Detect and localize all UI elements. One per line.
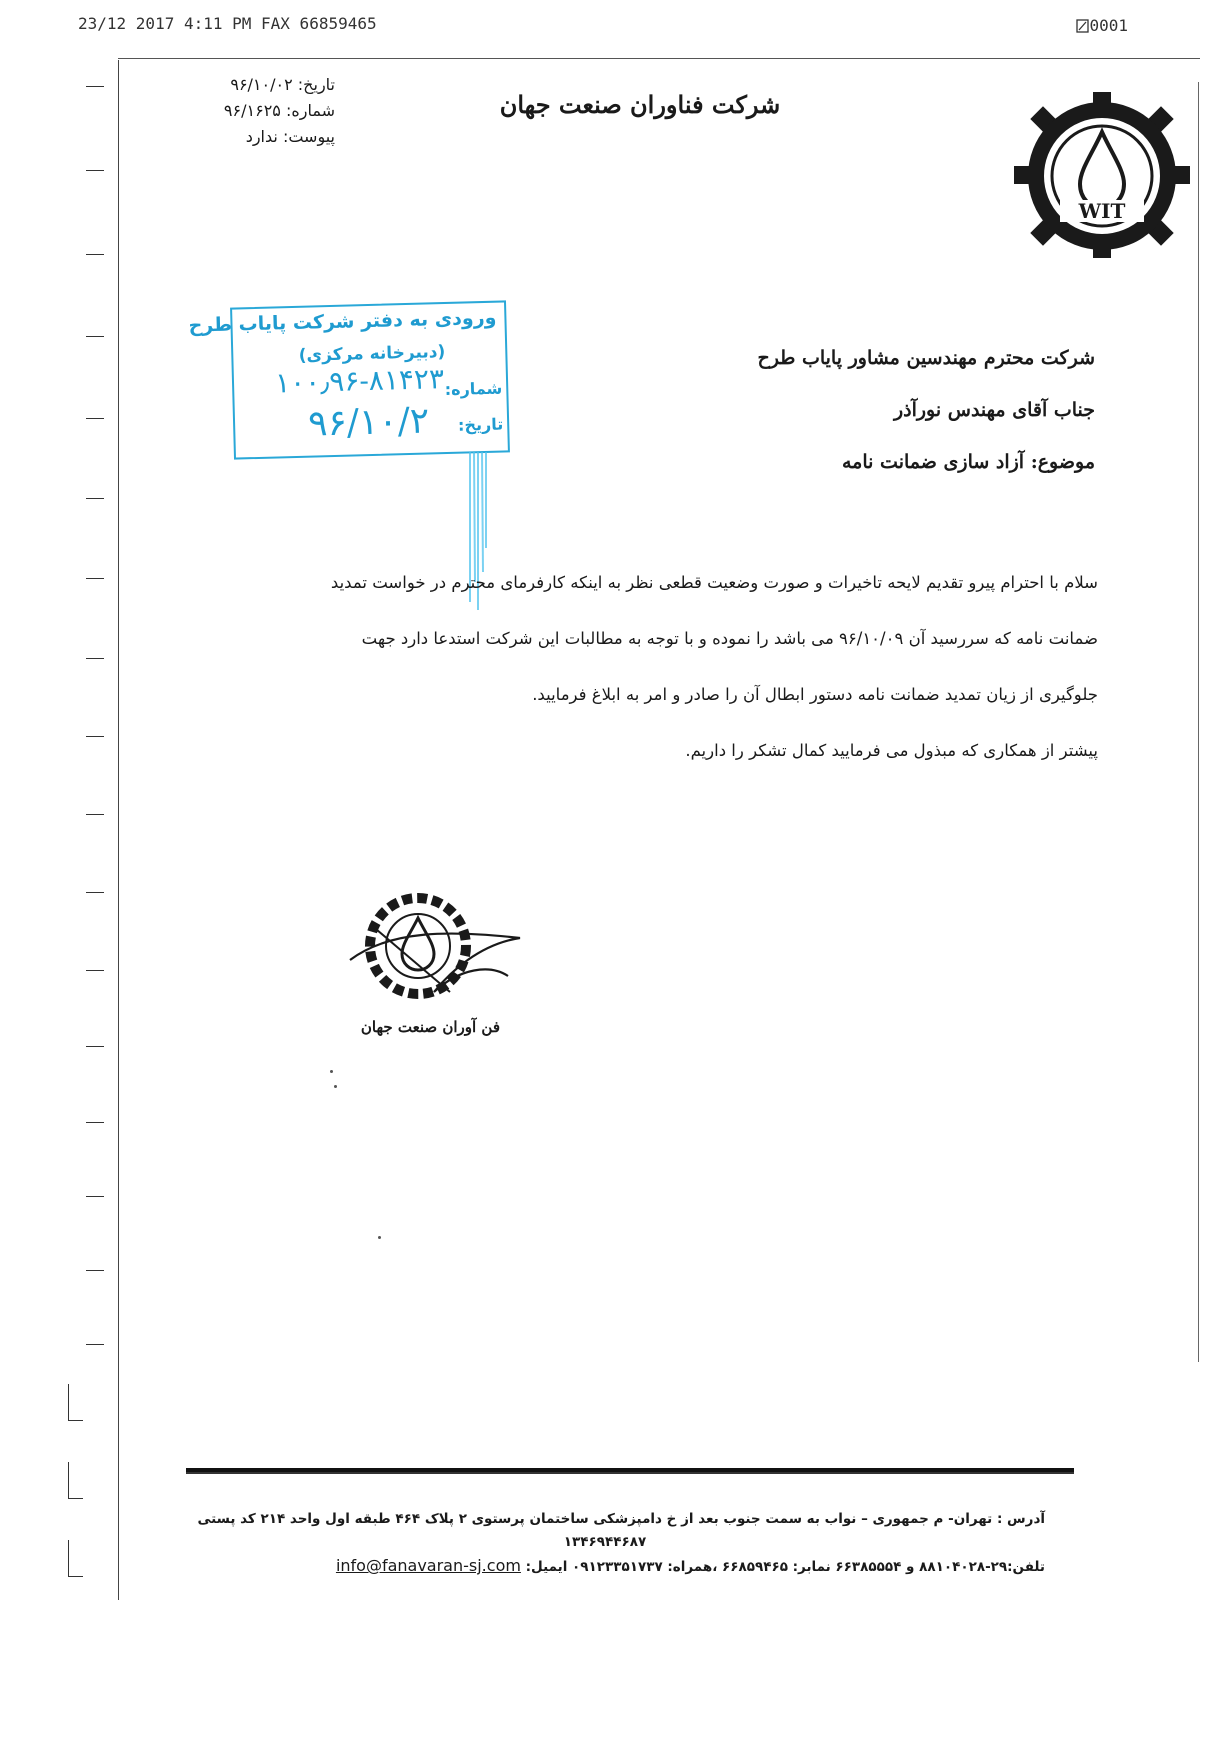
letter-attachment: پیوست: ندارد (245, 127, 335, 146)
margin-tick (86, 86, 104, 87)
margin-tick (86, 1046, 104, 1047)
footer-postal-code: ۱۳۴۶۹۴۴۶۸۷ (563, 1534, 647, 1550)
letter-number: شماره: ۹۶/۱۶۲۵ (223, 101, 335, 120)
recipient-person: جناب آقای مهندس نورآذر (893, 399, 1095, 421)
company-title: شرکت فناوران صنعت جهان (499, 90, 781, 119)
margin-tick (86, 814, 104, 815)
margin-tick (86, 1122, 104, 1123)
page-left-border (118, 60, 119, 1600)
stamp-number-value: ۱۰۰٫۹۶-۸۱۴۲۳ (274, 362, 445, 400)
fax-page-number (1076, 16, 1128, 35)
margin-tick (86, 658, 104, 659)
letter-date: تاریخ: ۹۶/۱۰/۰۲ (230, 75, 335, 94)
page-top-border (118, 58, 1200, 59)
signature-caption: فن آوران صنعت جهان (360, 1018, 500, 1036)
stamp-title: ورودی به دفتر شرکت پایاب طرح (188, 306, 497, 337)
margin-tick (86, 578, 104, 579)
body-line: پیشتر از همکاری که مبذول می فرمایید کمال تشکر را داریم. (685, 741, 1098, 760)
scan-speck (334, 1085, 337, 1088)
letter-footer (165, 1508, 1045, 1579)
letter-subject: موضوع: آزاد سازی ضمانت نامه (842, 451, 1095, 473)
footer-address: آدرس : تهران- م جمهوری – نواب به سمت جنوب بعد از خ دامپزشکی ساختمان پرستوی ۲ پلاک ۴۶۴ طبقه اول واحد ۲۱۴ کد پستی (197, 1511, 1045, 1527)
margin-tick (86, 1196, 104, 1197)
footer-contact-numbers: تلفن:۲۹-۸۸۱۰۴۰۲۸ و ۶۶۳۸۵۵۵۴ نمابر: ۶۶۸۵۹۴۶۵ ،همراه: ۰۹۱۲۳۳۵۱۷۳۷ ایمیل: (525, 1559, 1045, 1575)
body-line: ضمانت نامه که سررسید آن ۹۶/۱۰/۰۹ می باشد را نموده و با توجه به مطالبات این شرکت استدعا دارد جهت (361, 629, 1098, 648)
margin-tick (86, 1344, 104, 1345)
margin-corner-mark (68, 1540, 83, 1577)
body-line: جلوگیری از زیان تمدید ضمانت نامه دستور ابطال آن را صادر و امر به ابلاغ فرمایید. (532, 685, 1098, 704)
received-stamp (188, 300, 510, 459)
scan-speck (330, 1070, 333, 1073)
margin-tick (86, 418, 104, 419)
margin-tick (86, 498, 104, 499)
body-line: سلام با احترام پیرو تقدیم لایحه تاخیرات و صورت وضعیت قطعی نظر به اینکه کارفرمای محترم در خواست تمدید (330, 573, 1098, 592)
page-right-border (1198, 82, 1199, 1362)
stamp-date-value: ۹۶/۱۰/۲ (307, 400, 430, 445)
scan-speck (378, 1236, 381, 1239)
margin-tick (86, 336, 104, 337)
stamp-date-label: تاریخ: (457, 414, 504, 435)
footer-email-link[interactable]: info@fanavaran-sj.com (335, 1556, 521, 1575)
margin-tick (86, 892, 104, 893)
stamp-number-label: شماره: (444, 378, 503, 400)
margin-tick (86, 254, 104, 255)
recipient-company: شرکت محترم مهندسین مشاور پایاب طرح (757, 347, 1095, 369)
footer-contacts (165, 1554, 1045, 1579)
margin-tick (86, 170, 104, 171)
footer-rule (186, 1472, 1074, 1474)
fax-page-count: 0001 (1089, 16, 1128, 35)
margin-tick (86, 970, 104, 971)
fax-transmission-line: 23/12 2017 4:11 PM FAX 66859465 (78, 14, 377, 33)
recipient-block (620, 332, 1095, 488)
stamp-subtitle: (دبیرخانه مرکزی) (298, 342, 446, 366)
margin-corner-mark (68, 1384, 83, 1421)
margin-tick (86, 1270, 104, 1271)
letter-body (180, 555, 1098, 779)
letter-meta (185, 72, 335, 150)
gear-droplet-logo (1000, 88, 1200, 268)
logo-text: WIT (1078, 199, 1126, 223)
margin-tick (86, 736, 104, 737)
fax-page-icon (1076, 19, 1089, 33)
margin-corner-mark (68, 1462, 83, 1499)
